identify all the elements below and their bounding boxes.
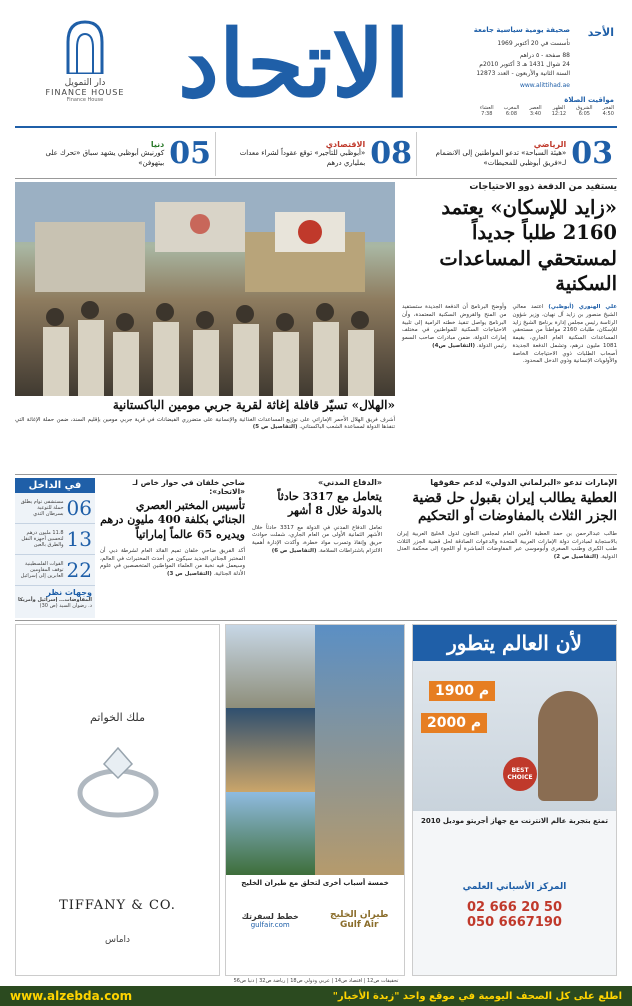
date-line: 24 شوال 1431 هـ 3 أكتوبر 2010م xyxy=(479,61,570,68)
man-portrait xyxy=(538,691,598,801)
inside-text: 11.8 مليون درهم لتحسين أجهزة النقل والطرق بالعين xyxy=(21,529,64,549)
price-tag-1: 1900 م xyxy=(429,681,495,701)
finance-house-ad[interactable] xyxy=(35,18,135,113)
inside-page-num: 13 xyxy=(66,527,92,551)
teaser-bar xyxy=(15,132,617,176)
company-name: المركز الأسباني العلمي xyxy=(462,882,567,893)
damas-brand: داماس xyxy=(104,935,131,945)
iran-body: طالب عبدالرحمن بن حمد العطية الأمين العام لمجلس التعاون لدول الخليج العربية إيران بالاستجابة لمبادرات دولة الإمارات العربية المتحدة والدعوات الصادقة لحل قضية الجزر الثلاث طنب الكبرى وطنب الصغرى وأبوموسى عبر المفاوضات المباشرة أو اللجوء إلى محكمة العدل الدولية. (التفاصيل ص 2) xyxy=(397,531,617,561)
lab-body: أكد الفريق ضاحي خلفان تميم القائد العام لشرطة دبي أن المختبر الجنائي الجديد سيكون من أحدث المختبرات في العالم، وسيعمل فيه نخبة من العلماء المواطنين المتخصصين في علوم الأدلة الجنائية. (التفاصيل ص 3) xyxy=(100,547,245,577)
tiffany-ad[interactable] xyxy=(15,624,220,976)
lead-column-2 xyxy=(402,304,507,366)
iran-kicker: الإمارات تدعو «البرلماني الدولي» لدعم حقوقها xyxy=(430,478,617,487)
defence-headline[interactable]: يتعامل مع 3317 حادثاً بالدولة خلال 8 أشهر xyxy=(277,490,382,518)
gulfair-cta[interactable]: خطط لسفرتك gulfair.com xyxy=(241,911,299,929)
skyline-photo xyxy=(226,625,315,708)
phone-ad-header: لأن العالم يتطور xyxy=(413,625,616,661)
photo-caption-block xyxy=(15,398,395,472)
ring-icon xyxy=(58,738,178,828)
lab-kicker: ضاحي خلفان في حوار خاص لـ «الاتحاد»: xyxy=(132,478,245,496)
founded-line: تأسست في 20 أكتوبر 1969 xyxy=(497,40,570,47)
story-forensic-lab xyxy=(100,478,245,618)
prayer-maghrib: المغرب 6:08 xyxy=(503,105,520,118)
phone-number-2[interactable]: 050 6667190 xyxy=(467,915,562,931)
defence-body: تعامل الدفاع المدني في الدولة مع 3317 حادثاً خلال الأشهر الثمانية الأولى من العام الجاري، شملت حوادث حريق وإنقاذ وتسرب مواد خطرة، وأكدت الإدارة أهمية الالتزام باشتراطات السلامة. (التفاصيل ص 6) xyxy=(252,524,383,554)
photo-caption[interactable]: «الهلال» تسيّر قافلة إغاثة لقرية جربي مومين الباكستانية xyxy=(112,398,395,412)
phone-ad[interactable] xyxy=(412,624,617,976)
prayer-title: مواقيت الصلاة xyxy=(564,96,614,104)
teaser-sports[interactable] xyxy=(416,132,617,176)
inside-text: القوات الفلسطينية توقف المقاومين العابرين إلى إسرائيل xyxy=(20,560,64,580)
palm-photo xyxy=(226,792,315,875)
lead-story xyxy=(402,182,617,472)
teaser-section: دنيا xyxy=(150,140,165,150)
phone-number-1[interactable]: 02 666 20 50 xyxy=(467,900,562,916)
prayer-shurooq: الشروق 6:05 xyxy=(576,105,593,118)
teaser-text: كورنيش أبوظبي يشهد سباق «تحرك على بيتهوفن» xyxy=(45,149,165,167)
lead-column-1 xyxy=(513,304,618,366)
teaser-text: «هيئة السباحة» تدعو المواطنين إلى الانضمام لـ«فريق أبوظبي للمحيطات» xyxy=(435,149,567,167)
prayer-asr: العصر 3:40 xyxy=(529,105,542,118)
best-choice-badge: BEST CHOICE xyxy=(503,757,537,791)
lab-headline[interactable]: تأسيس المختبر العصري الجنائي بكلفة 400 مليون درهم ويديره 65 عالماً إماراتياً xyxy=(100,499,245,541)
inside-text: مستشفى توام يطلق حملة للتوعية بسرطان الثدي xyxy=(20,498,64,518)
prayer-isha: العشاء 7:38 xyxy=(479,105,494,118)
inside-item[interactable] xyxy=(15,555,95,586)
teaser-page-num: 08 xyxy=(370,136,412,171)
pages-line: 88 صفحة - ٥ دراهم xyxy=(519,52,570,59)
tiffany-brand: TIFFANY & CO. xyxy=(59,898,176,913)
lead-byline: علي الهنوري (أبوظبي) xyxy=(548,304,617,311)
inside-box xyxy=(15,478,95,618)
palace-photo xyxy=(226,708,315,791)
footer-domain[interactable]: www.alzebda.com xyxy=(10,989,133,1003)
finance-house-sub: Finance House xyxy=(66,97,104,103)
footer-banner[interactable] xyxy=(0,986,632,1006)
photo-body: أشرف فريق الهلال الأحمر الإماراتي على توزيع المساعدات الغذائية والإنسانية على متضرري الفيضانات في قرية جربي مومين بإقليم السند، ضمن حملة الإغاثة التي تنفذها الدولة لمساعدة الشعب الباكستاني. (التفاصيل ص 5) xyxy=(15,416,395,431)
iran-headline[interactable]: العطية يطالب إيران بقبول حل قضية الجزر الثلاث بالمفاوضات أو التحكيم xyxy=(412,490,617,524)
finance-house-logo-icon xyxy=(62,18,108,74)
relief-convoy-photo xyxy=(15,182,395,396)
lead-body-a: اعتمد معالي الشيخ منصور بن زايد آل نهيان، وزير شؤون الرئاسة رئيس مجلس إدارة برنامج الشيخ زايد للإسكان، طلبات 2160 مواطناً من مستحقي المساعدات السكنية العام الجاري، بقيمة 1081 مليون درهم، وتشمل الدفعة الجديدة أصحاب الطلبات ذوي الاحتياجات الخاصة والأولويات الإنسانية وذوي الدخل المحدود. xyxy=(512,304,617,365)
lead-kicker: يستفيد من الدفعة ذوو الاحتياجات xyxy=(469,182,617,192)
inside-page-num: 06 xyxy=(66,496,92,520)
lead-continue[interactable]: (التفاصيل ص4) xyxy=(432,342,476,349)
price-tag-2: 2000 م xyxy=(421,713,487,733)
finance-house-name-en: FINANCE HOUSE xyxy=(45,88,125,97)
site-url[interactable]: www.alittihad.ae xyxy=(519,82,570,89)
section-rule-2 xyxy=(15,620,617,621)
defence-continue[interactable]: (التفاصيل ص 6) xyxy=(271,547,317,554)
teaser-rule xyxy=(15,178,617,179)
views-author: د. رضوان السيد (ص 30) xyxy=(39,603,92,610)
section-rule-1 xyxy=(15,474,617,475)
gulfair-title: خمسة أسباب أخرى لتحلق مع طيران الخليج xyxy=(241,879,389,887)
story-civil-defence xyxy=(252,478,382,618)
phone-offer: تمتع بتجربة عالم الانترنت مع جهاز أجريتو موديل 2010 xyxy=(420,817,609,825)
inside-item[interactable] xyxy=(15,524,95,555)
year-line: السنة الثانية والأربعون - العدد 12873 xyxy=(476,70,570,77)
teaser-donia[interactable] xyxy=(15,132,215,176)
iran-continue[interactable]: (التفاصيل ص 2) xyxy=(553,554,599,561)
views-text[interactable]: المفاوضات... إسرائيل وأمريكا xyxy=(18,597,92,603)
lead-photo xyxy=(15,182,395,396)
defence-kicker: «الدفاع المدني» xyxy=(317,478,382,487)
masthead-rule xyxy=(15,126,617,128)
gulf-air-ad[interactable] xyxy=(225,624,405,976)
inside-title: في الداخل xyxy=(15,478,95,493)
teaser-page-num: 03 xyxy=(571,136,613,171)
lab-continue[interactable]: (التفاصيل ص 3) xyxy=(167,570,212,577)
prayer-fajr: الفجر 4:50 xyxy=(602,105,614,118)
masthead xyxy=(0,0,632,130)
prayer-dhuhr: الظهر 12:12 xyxy=(551,105,567,118)
photo-continue[interactable]: (التفاصيل ص 5) xyxy=(252,424,298,431)
inside-item[interactable] xyxy=(15,493,95,524)
lead-body-b: وأوضح البرنامج أن الدفعة الجديدة ستستفيد من المنح والقروض السكنية المعتمدة، وأن البرنامج يواصل تنفيذ خطته الرامية إلى تلبية الاحتياجات السكنية للمواطنين في مختلف إمارات الدولة، ضمن مبادرات صاحب السمو رئيس الدولة. xyxy=(402,304,507,349)
teaser-section: الاقتصادي xyxy=(325,140,366,150)
teaser-section: الرياضي xyxy=(533,140,567,150)
views-title: وجهات نظر xyxy=(46,588,92,597)
finance-house-name-ar: دار التمويل xyxy=(64,78,106,88)
page-index: تحقيقات ص12 | اقتصاد ص14 | عربي ودولي ص18 | رياضة ص32 | دنيا ص56 xyxy=(233,978,399,984)
newspaper-logo: الاتحاد xyxy=(177,10,410,118)
teaser-text: «أبوظبي للتأجير» توقع عقوداً لشراء معدات بملياري درهم xyxy=(239,149,366,167)
gulfair-brand: طيران الخليج Gulf Air xyxy=(329,910,389,931)
footer-slogan: اطلع على كل الصحف اليومية في موقع واحد "زبدة الأخبار" xyxy=(332,990,622,1002)
inside-page-num: 22 xyxy=(66,558,92,582)
teaser-economy[interactable] xyxy=(215,132,416,176)
story-iran xyxy=(397,478,617,618)
minaret-photo xyxy=(315,625,404,875)
teaser-page-num: 05 xyxy=(169,136,211,171)
day-label: الأحد xyxy=(587,26,614,39)
lead-headline[interactable]: «زايد للإسكان» يعتمد 2160 طلباً جديداً لمستحقي المساعدات السكنية xyxy=(439,196,617,296)
tiffany-tagline: ملك الخواتم xyxy=(90,711,145,724)
tagline: صحيفة يومية سياسية جامعة xyxy=(473,26,570,34)
